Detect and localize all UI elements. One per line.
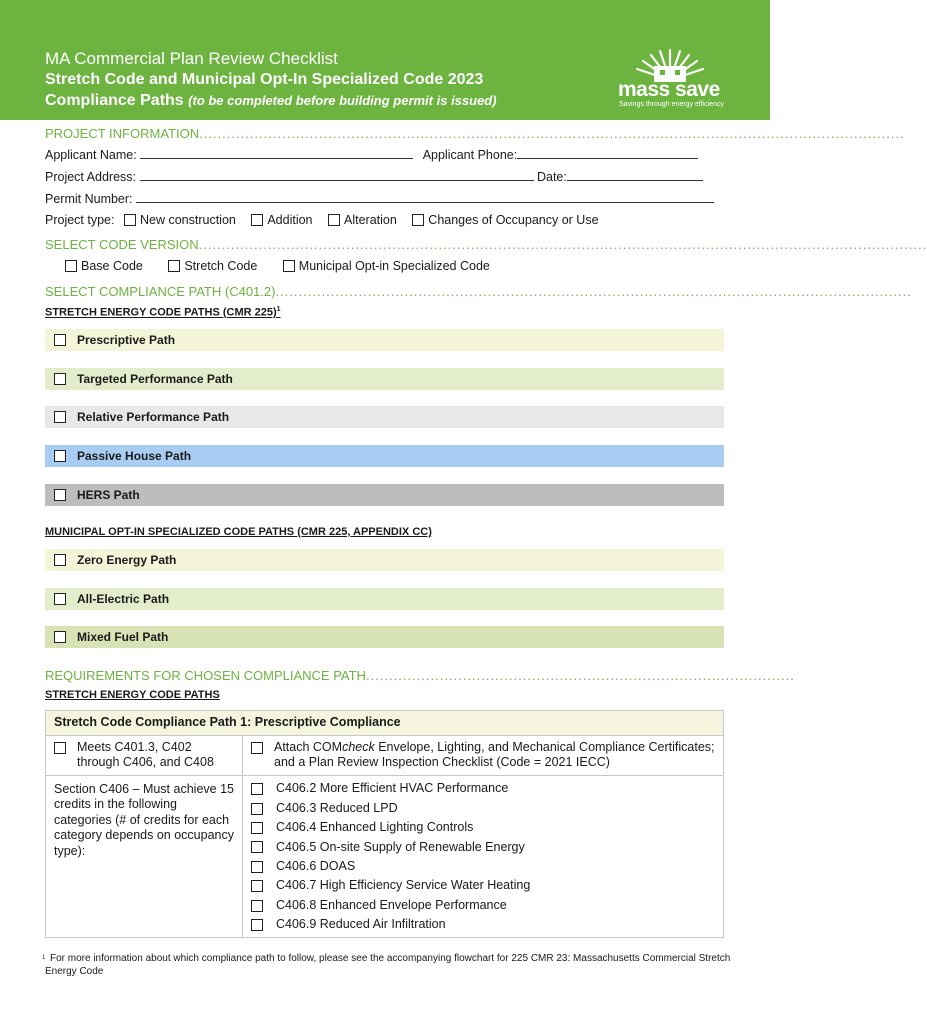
code-version-option[interactable] xyxy=(168,259,257,273)
project-information-label: PROJECT INFORMATION xyxy=(45,126,200,141)
code-version-label: SELECT CODE VERSION xyxy=(45,237,199,252)
document-title xyxy=(45,48,497,111)
title-line-1: MA Commercial Plan Review Checklist xyxy=(45,49,338,68)
code-version-heading xyxy=(45,237,927,252)
footnote-number: 1 xyxy=(42,955,46,961)
project-type-option-label: New construction xyxy=(139,213,236,227)
code-version-option-label: Municipal Opt-in Specialized Code xyxy=(298,259,490,273)
code-version-option[interactable] xyxy=(283,259,490,273)
table-cell xyxy=(243,775,724,937)
c406-item[interactable] xyxy=(251,896,715,915)
table-title: Stretch Code Compliance Path 1: Prescriptive Compliance xyxy=(46,711,724,736)
table-cell xyxy=(46,775,243,937)
path-option-hers[interactable] xyxy=(45,484,724,506)
project-type-label: Project type: xyxy=(45,213,115,227)
project-type-checkbox[interactable] xyxy=(412,214,424,226)
requirement-text-part: Envelope, Lighting, and Mechanical Compliance Certificates; and a Plan Review Inspection Checklist (Code = 2021 IECC) xyxy=(274,739,715,769)
c406-item-label: C406.4 Enhanced Lighting Controls xyxy=(276,820,474,835)
project-type-option-label: Changes of Occupancy or Use xyxy=(428,213,599,227)
c406-item[interactable] xyxy=(251,799,715,818)
title-line-2: Stretch Code and Municipal Opt-In Specialized Code 2023 xyxy=(45,71,484,88)
project-address-field[interactable] xyxy=(140,169,534,181)
permit-row xyxy=(45,191,714,206)
c406-checkbox[interactable] xyxy=(251,919,263,931)
leader-dots: ......................................................................................................................................................... xyxy=(199,126,905,141)
footnote xyxy=(42,952,735,978)
c406-item-label: C406.8 Enhanced Envelope Performance xyxy=(276,897,507,912)
title-note: (to be completed before building permit is issued) xyxy=(188,93,497,108)
project-type-checkbox[interactable] xyxy=(328,214,340,226)
stretch-paths-subheading-text: STRETCH ENERGY CODE PATHS (CMR 225) xyxy=(45,306,277,319)
c406-item-label: C406.6 DOAS xyxy=(276,859,356,873)
permit-number-label: Permit Number: xyxy=(45,192,133,206)
requirement-checkbox[interactable] xyxy=(54,742,66,754)
title-line-3 xyxy=(45,90,497,111)
code-version-option[interactable] xyxy=(65,259,143,273)
requirement-meets-code[interactable] xyxy=(54,740,234,771)
code-version-row xyxy=(65,259,502,273)
c406-item-label: C406.9 Reduced Air Infiltration xyxy=(276,917,446,932)
date-field[interactable] xyxy=(567,169,703,181)
c406-checkbox[interactable] xyxy=(251,783,263,795)
table-cell xyxy=(46,735,243,775)
project-information-heading xyxy=(45,126,905,141)
path-label: HERS Path xyxy=(77,488,140,502)
applicant-phone-field[interactable] xyxy=(517,147,698,159)
project-type-checkbox[interactable] xyxy=(124,214,136,226)
requirement-checkbox[interactable] xyxy=(251,742,263,754)
project-type-row xyxy=(45,213,611,227)
project-type-option-label: Alteration xyxy=(344,213,397,227)
path-option-prescriptive[interactable] xyxy=(45,329,724,351)
c406-checkbox[interactable] xyxy=(251,900,263,912)
c406-item[interactable] xyxy=(251,876,715,895)
path-checkbox[interactable] xyxy=(54,489,66,501)
path-checkbox[interactable] xyxy=(54,450,66,462)
c406-item-label: C406.5 On-site Supply of Renewable Energy xyxy=(276,839,525,854)
applicant-row xyxy=(45,147,698,162)
c406-description: Section C406 – Must achieve 15 credits in the following categories (# of credits for each category depends on occupancy type): xyxy=(54,781,234,858)
leader-dots: .............................................................................................................................................................. xyxy=(198,237,927,252)
path-checkbox[interactable] xyxy=(54,334,66,346)
path-checkbox[interactable] xyxy=(54,554,66,566)
project-type-option[interactable] xyxy=(328,213,397,227)
path-checkbox[interactable] xyxy=(54,593,66,605)
path-option-passive-house[interactable] xyxy=(45,445,724,467)
requirements-subheading: STRETCH ENERGY CODE PATHS xyxy=(45,689,220,701)
path-checkbox[interactable] xyxy=(54,411,66,423)
c406-item[interactable] xyxy=(251,915,715,934)
project-type-option[interactable] xyxy=(251,213,312,227)
requirements-label: REQUIREMENTS FOR CHOSEN COMPLIANCE PATH xyxy=(45,668,366,683)
logo-tagline: Savings through energy efficiency xyxy=(619,101,724,108)
path-option-zero-energy[interactable] xyxy=(45,549,724,571)
compliance-path-heading xyxy=(45,284,912,299)
stretch-paths-subheading xyxy=(45,306,281,319)
mass-save-logo xyxy=(616,48,728,112)
project-type-option-label: Addition xyxy=(267,213,313,227)
c406-item-label: C406.2 More Efficient HVAC Performance xyxy=(276,781,509,796)
path-label: Mixed Fuel Path xyxy=(77,630,169,644)
project-type-option[interactable] xyxy=(412,213,598,227)
path-label: All-Electric Path xyxy=(77,592,170,606)
code-version-checkbox[interactable] xyxy=(65,260,77,272)
path-option-targeted-performance[interactable] xyxy=(45,368,724,390)
path-checkbox[interactable] xyxy=(54,373,66,385)
compliance-path-label: SELECT COMPLIANCE PATH (C401.2) xyxy=(45,284,276,299)
c406-item[interactable] xyxy=(251,818,715,837)
path-label: Prescriptive Path xyxy=(77,333,176,347)
title-line-3-main: Compliance Paths xyxy=(45,92,184,109)
applicant-phone-label: Applicant Phone: xyxy=(422,148,518,162)
path-checkbox[interactable] xyxy=(54,631,66,643)
code-version-option-label: Stretch Code xyxy=(184,259,258,273)
leader-dots: ............................................................................................. xyxy=(365,668,795,683)
c406-item[interactable] xyxy=(251,838,715,857)
c406-checkbox[interactable] xyxy=(251,841,263,853)
requirement-text xyxy=(274,740,715,771)
c406-checkbox[interactable] xyxy=(251,880,263,892)
requirements-heading xyxy=(45,668,795,683)
requirement-text: Meets C401.3, C402 through C406, and C408 xyxy=(77,739,214,769)
requirement-attach-comcheck[interactable] xyxy=(251,740,715,771)
project-type-checkbox[interactable] xyxy=(251,214,263,226)
code-version-checkbox[interactable] xyxy=(168,260,180,272)
permit-number-field[interactable] xyxy=(136,191,714,203)
logo-wordmark: mass save xyxy=(618,78,720,101)
path-option-relative-performance[interactable] xyxy=(45,406,724,428)
path-label: Passive House Path xyxy=(77,449,192,463)
applicant-name-field[interactable] xyxy=(140,147,413,159)
table-cell xyxy=(243,735,724,775)
page-header xyxy=(0,0,770,120)
path-label: Targeted Performance Path xyxy=(77,372,233,386)
c406-item-label: C406.3 Reduced LPD xyxy=(276,800,398,815)
leader-dots: .......................................................................................................................................... xyxy=(275,284,912,299)
footnote-text: For more information about which compliance path to follow, please see the accompanying flowchart for 225 CMR 23: Massachusetts Commercial Stretch Energy Code xyxy=(45,953,731,977)
date-label: Date: xyxy=(536,170,567,184)
c406-checkbox[interactable] xyxy=(251,803,263,815)
requirement-text-italic: check xyxy=(342,739,375,754)
project-type-option[interactable] xyxy=(124,213,236,227)
code-version-option-label: Base Code xyxy=(81,259,143,273)
prescriptive-requirements-table xyxy=(45,710,724,938)
c406-item-label: C406.7 High Efficiency Service Water Heating xyxy=(276,878,531,893)
requirement-text-part: Attach COM xyxy=(274,739,343,754)
c406-checklist xyxy=(251,780,715,935)
c406-checkbox[interactable] xyxy=(251,822,263,834)
path-label: Zero Energy Path xyxy=(77,553,177,567)
c406-item[interactable] xyxy=(251,857,715,876)
c406-checkbox[interactable] xyxy=(251,861,263,873)
c406-item[interactable] xyxy=(251,780,715,799)
municipal-paths-subheading: MUNICIPAL OPT-IN SPECIALIZED CODE PATHS (CMR 225, APPENDIX CC) xyxy=(45,526,432,538)
project-address-label: Project Address: xyxy=(45,170,137,184)
path-option-mixed-fuel[interactable] xyxy=(45,626,724,648)
path-label: Relative Performance Path xyxy=(77,410,230,424)
applicant-name-label: Applicant Name: xyxy=(45,148,137,162)
footnote-marker: 1 xyxy=(276,306,281,313)
address-row xyxy=(45,169,703,184)
sunburst-house-icon xyxy=(630,48,710,82)
path-option-all-electric[interactable] xyxy=(45,588,724,610)
code-version-checkbox[interactable] xyxy=(283,260,295,272)
